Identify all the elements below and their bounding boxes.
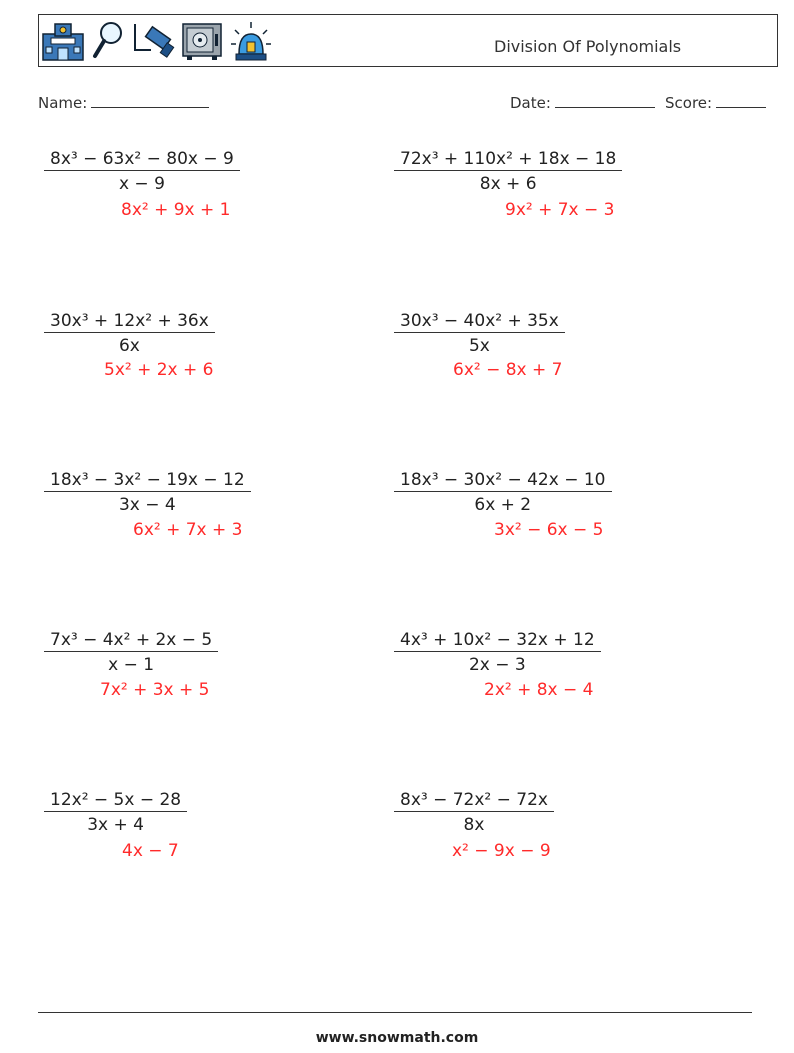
siren-icon: [229, 20, 273, 62]
fraction: [44, 148, 240, 195]
problem-1: [44, 148, 240, 195]
problem-2: [394, 148, 622, 195]
name-label: Name:: [38, 94, 88, 112]
fraction: [394, 469, 612, 516]
answer-4: 6x² − 8x + 7: [453, 360, 563, 380]
numerator: 30x³ + 12x² + 36x: [44, 310, 215, 333]
footer-divider: [38, 1012, 752, 1013]
denominator: 3x + 4: [87, 815, 144, 835]
fraction: [394, 310, 565, 357]
score-blank[interactable]: [716, 93, 766, 108]
score-field[interactable]: [665, 93, 766, 112]
magnifier-icon: [91, 20, 125, 62]
denominator: 8x: [463, 815, 485, 835]
denominator: x − 1: [108, 655, 155, 675]
numerator: 18x³ − 3x² − 19x − 12: [44, 469, 251, 492]
numerator: 7x³ − 4x² + 2x − 5: [44, 629, 218, 652]
fraction: [394, 148, 622, 195]
answer-1: 8x² + 9x + 1: [121, 200, 231, 220]
problem-6: [394, 469, 612, 516]
answer-8: 2x² + 8x − 4: [484, 680, 594, 700]
answer-9: 4x − 7: [122, 841, 179, 861]
fraction: [44, 629, 218, 676]
problem-7: [44, 629, 218, 676]
score-label: Score:: [665, 94, 713, 112]
fraction: [44, 310, 215, 357]
problem-10: [394, 789, 554, 836]
problem-8: [394, 629, 601, 676]
denominator: 6x + 2: [474, 495, 532, 515]
date-field[interactable]: [510, 93, 655, 112]
answer-2: 9x² + 7x − 3: [505, 200, 615, 220]
denominator: 3x − 4: [118, 495, 176, 515]
date-label: Date:: [510, 94, 551, 112]
answer-5: 6x² + 7x + 3: [133, 520, 243, 540]
denominator: 5x: [468, 336, 490, 356]
numerator: 72x³ + 110x² + 18x − 18: [394, 148, 622, 171]
footer-url[interactable]: www.snowmath.com: [315, 1030, 479, 1046]
header-icons: [41, 18, 273, 64]
answer-6: 3x² − 6x − 5: [494, 520, 604, 540]
denominator: 2x − 3: [468, 655, 526, 675]
denominator: x − 9: [118, 174, 165, 194]
fraction: [44, 469, 251, 516]
answer-7: 7x² + 3x + 5: [100, 680, 210, 700]
denominator: 8x + 6: [479, 174, 537, 194]
problem-9: [44, 789, 187, 836]
problem-3: [44, 310, 215, 357]
fraction: [394, 789, 554, 836]
answer-10: x² − 9x − 9: [452, 841, 551, 861]
numerator: 8x³ − 63x² − 80x − 9: [44, 148, 240, 171]
safe-icon: [181, 20, 223, 62]
worksheet-header: [38, 14, 778, 67]
name-blank[interactable]: [91, 93, 209, 108]
numerator: 30x³ − 40x² + 35x: [394, 310, 565, 333]
numerator: 18x³ − 30x² − 42x − 10: [394, 469, 612, 492]
fraction: [394, 629, 601, 676]
flashlight-icon: [131, 20, 175, 62]
fraction: [44, 789, 187, 836]
numerator: 8x³ − 72x² − 72x: [394, 789, 554, 812]
answer-3: 5x² + 2x + 6: [104, 360, 214, 380]
denominator: 6x: [118, 336, 140, 356]
name-field[interactable]: [38, 93, 209, 112]
date-blank[interactable]: [555, 93, 655, 108]
problem-4: [394, 310, 565, 357]
numerator: 4x³ + 10x² − 32x + 12: [394, 629, 601, 652]
police-station-icon: [41, 20, 85, 62]
worksheet-title: Division Of Polynomials: [494, 37, 682, 56]
problem-5: [44, 469, 251, 516]
numerator: 12x² − 5x − 28: [44, 789, 187, 812]
